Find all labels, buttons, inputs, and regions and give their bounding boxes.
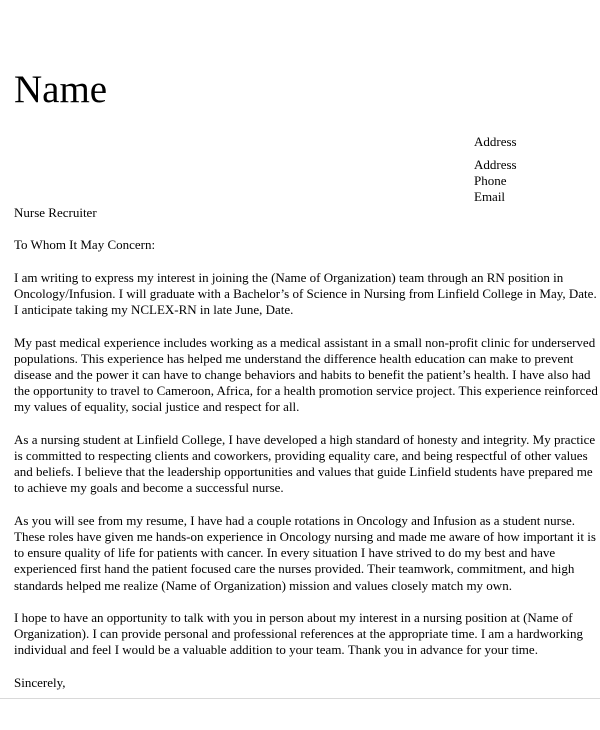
page-divider — [0, 698, 600, 699]
paragraph-line: Oncology/Infusion. I will graduate with a Bachelor’s of Science in Nursing from Linfield College in May, Date. — [14, 285, 597, 301]
contact-email: Email — [474, 189, 506, 204]
paragraph-line: I hope to have an opportunity to talk with you in person about my interest in a nursing position at (Name of — [14, 609, 573, 625]
paragraph-line: standards helped me realize (Name of Organization) mission and values closely match my own. — [14, 577, 512, 593]
applicant-name: Name — [14, 68, 108, 111]
paragraph-line: As a nursing student at Linfield College, I have developed a high standard of honesty and integrity. My practice — [14, 431, 596, 447]
paragraph — [14, 610, 592, 659]
contact-block — [474, 157, 517, 205]
paragraph-line: experienced first hand the patient focused care the nurses provided. Their teamwork, commitment, and high — [14, 561, 575, 577]
paragraph-line: My past medical experience includes working as a medical assistant in a small non-profit clinic for underserved — [14, 334, 596, 350]
paragraph-line: disease and the power it can have to change behaviors and habits to benefit the patient’s health. I have also had — [14, 366, 591, 382]
paragraph-line: to achieve my goals and become a successful nurse. — [14, 480, 284, 496]
letter-body — [14, 205, 598, 707]
recipient-line: Nurse Recruiter — [14, 205, 97, 220]
paragraph-line: and beliefs. I believe that the leadership opportunities and values that guide Linfield students have prepared me — [14, 464, 593, 480]
paragraph-line: the opportunity to travel to Cameroon, Africa, for a health promotion service project. This experience reinforced — [14, 383, 598, 399]
paragraph-line: Organization). I can provide personal and professional references at the appropriate time. I am a hardworking — [14, 626, 584, 642]
paragraph — [14, 512, 596, 594]
address-heading: Address — [474, 134, 517, 149]
paragraph — [14, 334, 598, 416]
paragraph — [14, 269, 597, 319]
paragraph — [14, 431, 596, 497]
paragraph-line: I anticipate taking my NCLEX-RN in late June, Date. — [14, 302, 294, 318]
contact-address: Address — [474, 157, 517, 172]
paragraph-line: As you will see from my resume, I have had a couple rotations in Oncology and Infusion as a student nurse. — [14, 512, 576, 528]
paragraph-line: is committed to respecting clients and coworkers, providing equality care, and being respectful of other values — [14, 447, 588, 463]
paragraph-line: These roles have given me hands-on experience in Oncology nursing and made me aware of how important it is — [14, 528, 596, 544]
paragraph-line: to ensure quality of life for patients with cancer. In every situation I have strived to do my best and have — [14, 545, 556, 561]
paragraph-line: I am writing to express my interest in joining the (Name of Organization) team through an RN position in — [14, 269, 564, 285]
closing: Sincerely, — [14, 674, 66, 690]
paragraph-line: populations. This experience has helped me understand the difference health education can make to prevent — [14, 350, 574, 366]
paragraph-line: my values of equality, social justice and respect for all. — [14, 399, 300, 415]
paragraph-line: individual and feel I would be a valuable addition to your team. Thank you in advance for your time. — [14, 642, 538, 658]
salutation: To Whom It May Concern: — [14, 237, 156, 253]
contact-phone: Phone — [474, 173, 507, 188]
